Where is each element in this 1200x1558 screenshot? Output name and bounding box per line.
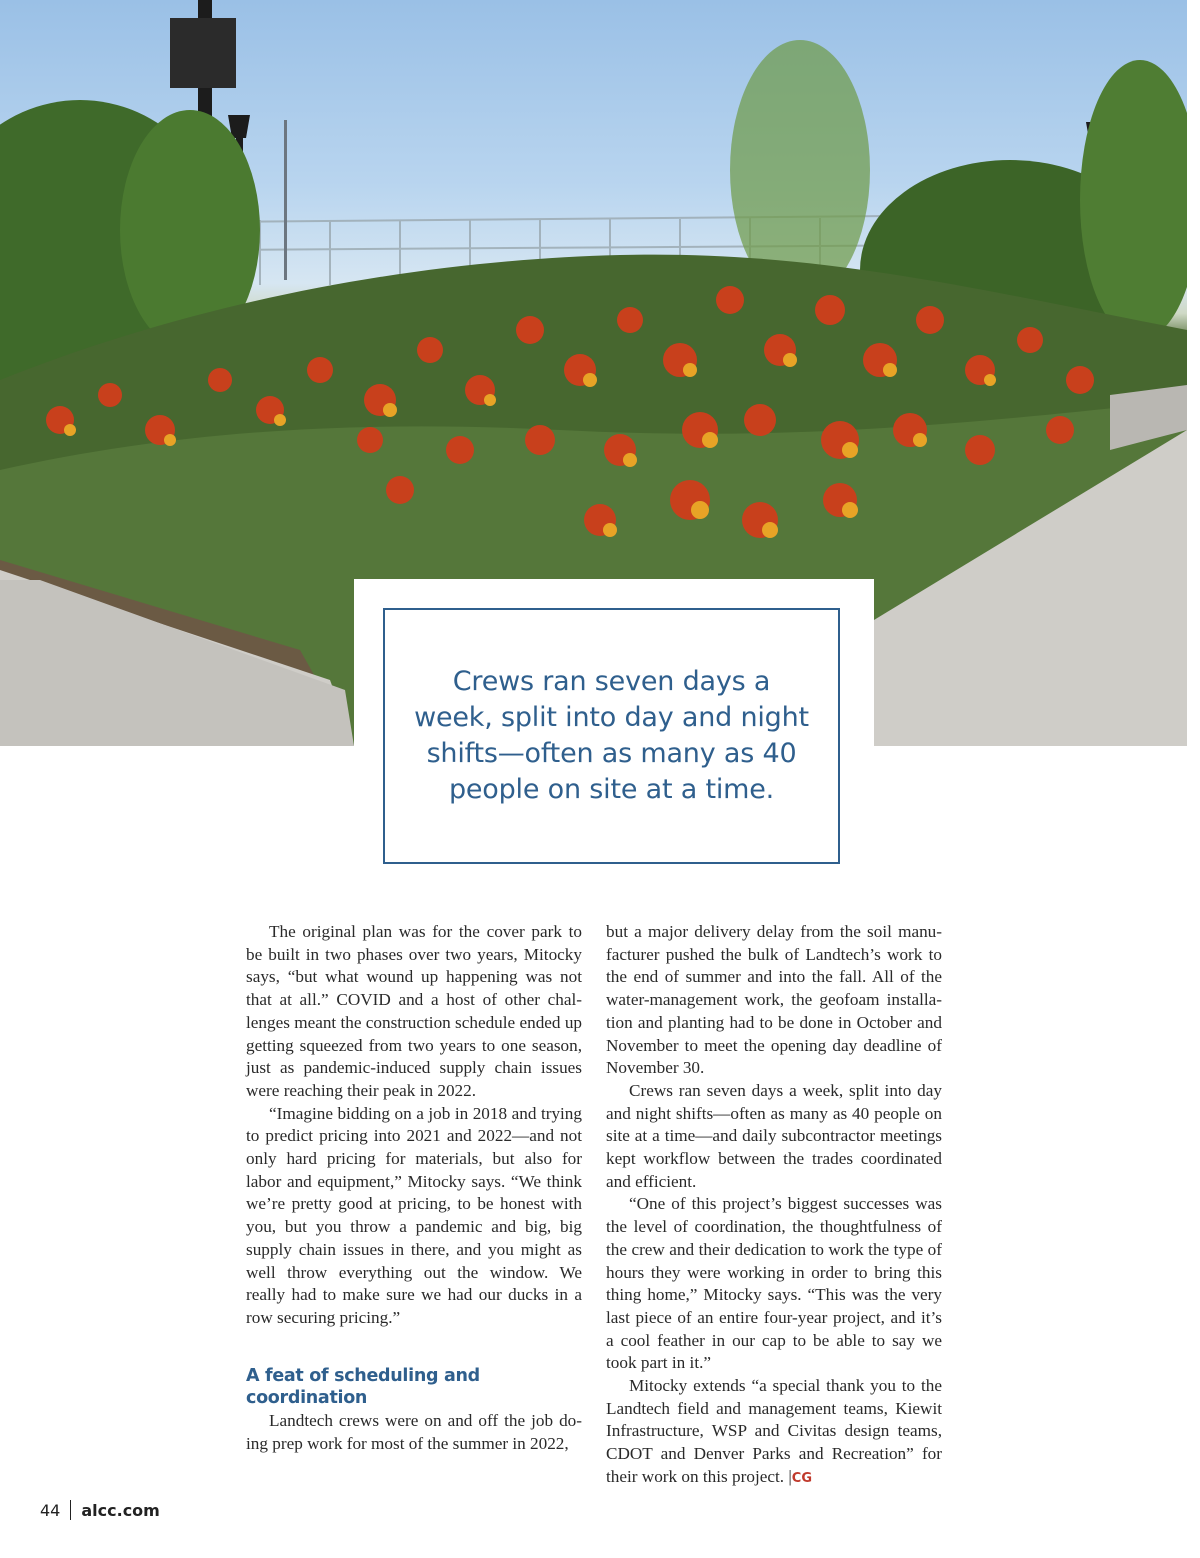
page-footer [40,1500,160,1520]
pull-quote-box [383,608,840,864]
section-subhead: A feat of scheduling and coordination [246,1365,480,1409]
footer-website[interactable]: alcc.com [81,1500,160,1520]
article-paragraph: Crews ran seven days a week, split into day and night shifts—often as many as 40 people on site at a time—and daily subcontractor meetings kept workflow between the trades coordinated and efficient. [606,1080,942,1191]
article-paragraph: “Imagine bidding on a job in 2018 and trying to predict pricing into 2021 and 2022—and not only hard pricing for materials, but also for labor and equipment,” Mitocky says. “We think we’re pretty good at pricing, to be honest with you, but you throw a pandemic and big, big supply chain issues in there, and you might as well throw everything out the window. We really had to make sure we had our ducks in a row securing pricing.” [246,1103,582,1327]
article-paragraph-continued: but a major delivery delay from the soil manufacturer pushed the bulk of Landtech’s work to the end of summer and into the fall. All of the water-management work, the geofoam installation and planting had to be done in October and November to meet the opening day deadline of November 30. [606,922,942,1078]
page-number: 44 [40,1500,61,1520]
article-paragraph [606,1375,942,1491]
article-paragraph: Landtech crews were on and off the job doing prep work for most of the summer in 2022, [246,1411,582,1453]
end-bar: | [788,1466,792,1486]
article-paragraph: The original plan was for the cover park to be built in two phases over two years, Mitocky says, “but what wound up happening was not that at all.” COVID and a host of other challenges meant the construction schedule ended up getting squeezed from two years to one season, just as pandemic-induced supply chain issues were reaching their peak in 2022. [246,922,583,1100]
footer-divider [70,1500,71,1520]
article-paragraph: “One of this project’s biggest successes was the level of coordination, the thoughtfulness of the crew and their dedication to work the type of hours they were working in order to bring this thing home,” Mitocky says. “This was the very last piece of an entire four-year project, and it’s a cool feather in our cap to be able to say we took part in it.” [606,1194,942,1373]
article-column-right [606,921,942,1491]
author-initials: CG [791,1470,813,1486]
article-closing-text: Mitocky extends “a special thank you to the Landtech field and management teams, Kiewit Infrastructure, WSP and Civitas design teams, CDOT and Denver Parks and Recreation” for their work on this project. [606,1376,942,1486]
article-column-left [246,921,582,1455]
pull-quote-text: Crews ran seven days a week, split into day and night shifts—often as many as 40 people on site at a time. [414,666,809,805]
